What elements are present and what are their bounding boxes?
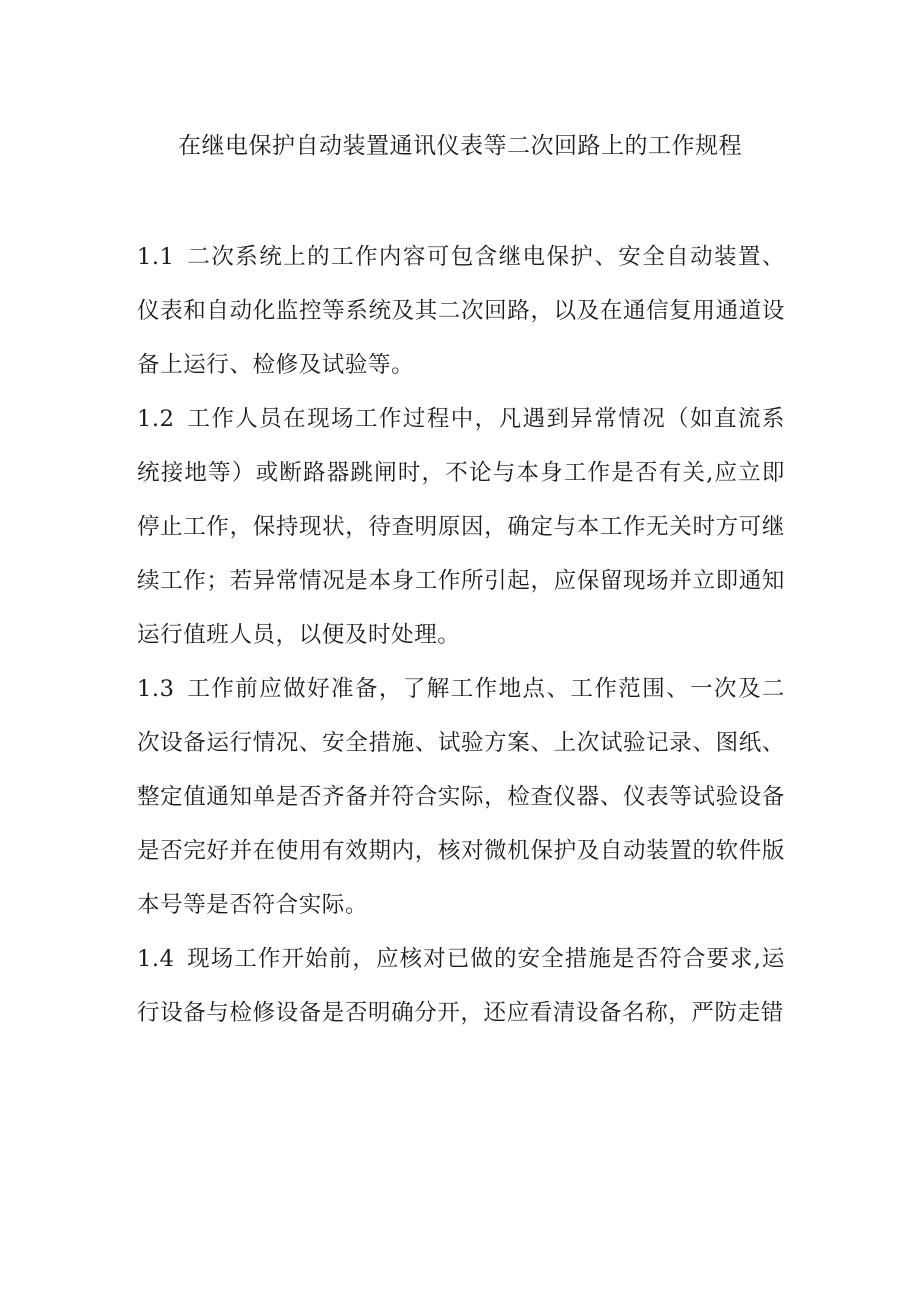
section-1-2 <box>137 392 785 662</box>
document-body <box>137 230 785 1040</box>
section-1-3 <box>137 662 785 932</box>
document-title: 在继电保护自动装置通讯仪表等二次回路上的工作规程 <box>178 133 742 159</box>
section-1-1 <box>137 230 785 392</box>
section-text: 工作人员在现场工作过程中，凡遇到异常情况（如直流系统接地等）或断路器跳闸时，不论与本身工作是否有关,应立即停止工作，保持现状，待查明原因，确定与本工作无关时方可继续工作；若异常情况是本身工作所引起，应保留现场并立即通知运行值班人员，以便及时处理。 <box>137 406 785 648</box>
section-text: 二次系统上的工作内容可包含继电保护、安全自动装置、仪表和自动化监控等系统及其二次回路，以及在通信复用通道设备上运行、检修及试验等。 <box>137 244 785 378</box>
section-1-4 <box>137 932 785 1040</box>
section-number: 1.2 <box>137 406 175 432</box>
section-number: 1.1 <box>137 244 175 270</box>
section-text: 工作前应做好准备，了解工作地点、工作范围、一次及二次设备运行情况、安全措施、试验方案、上次试验记录、图纸、整定值通知单是否齐备并符合实际，检查仪器、仪表等试验设备是否完好并在使用有效期内，核对微机保护及自动装置的软件版本号等是否符合实际。 <box>137 676 785 918</box>
section-number: 1.4 <box>137 946 175 972</box>
section-number: 1.3 <box>137 676 175 702</box>
section-text: 现场工作开始前，应核对已做的安全措施是否符合要求,运行设备与检修设备是否明确分开，还应看清设备名称，严防走错 <box>137 946 785 1026</box>
